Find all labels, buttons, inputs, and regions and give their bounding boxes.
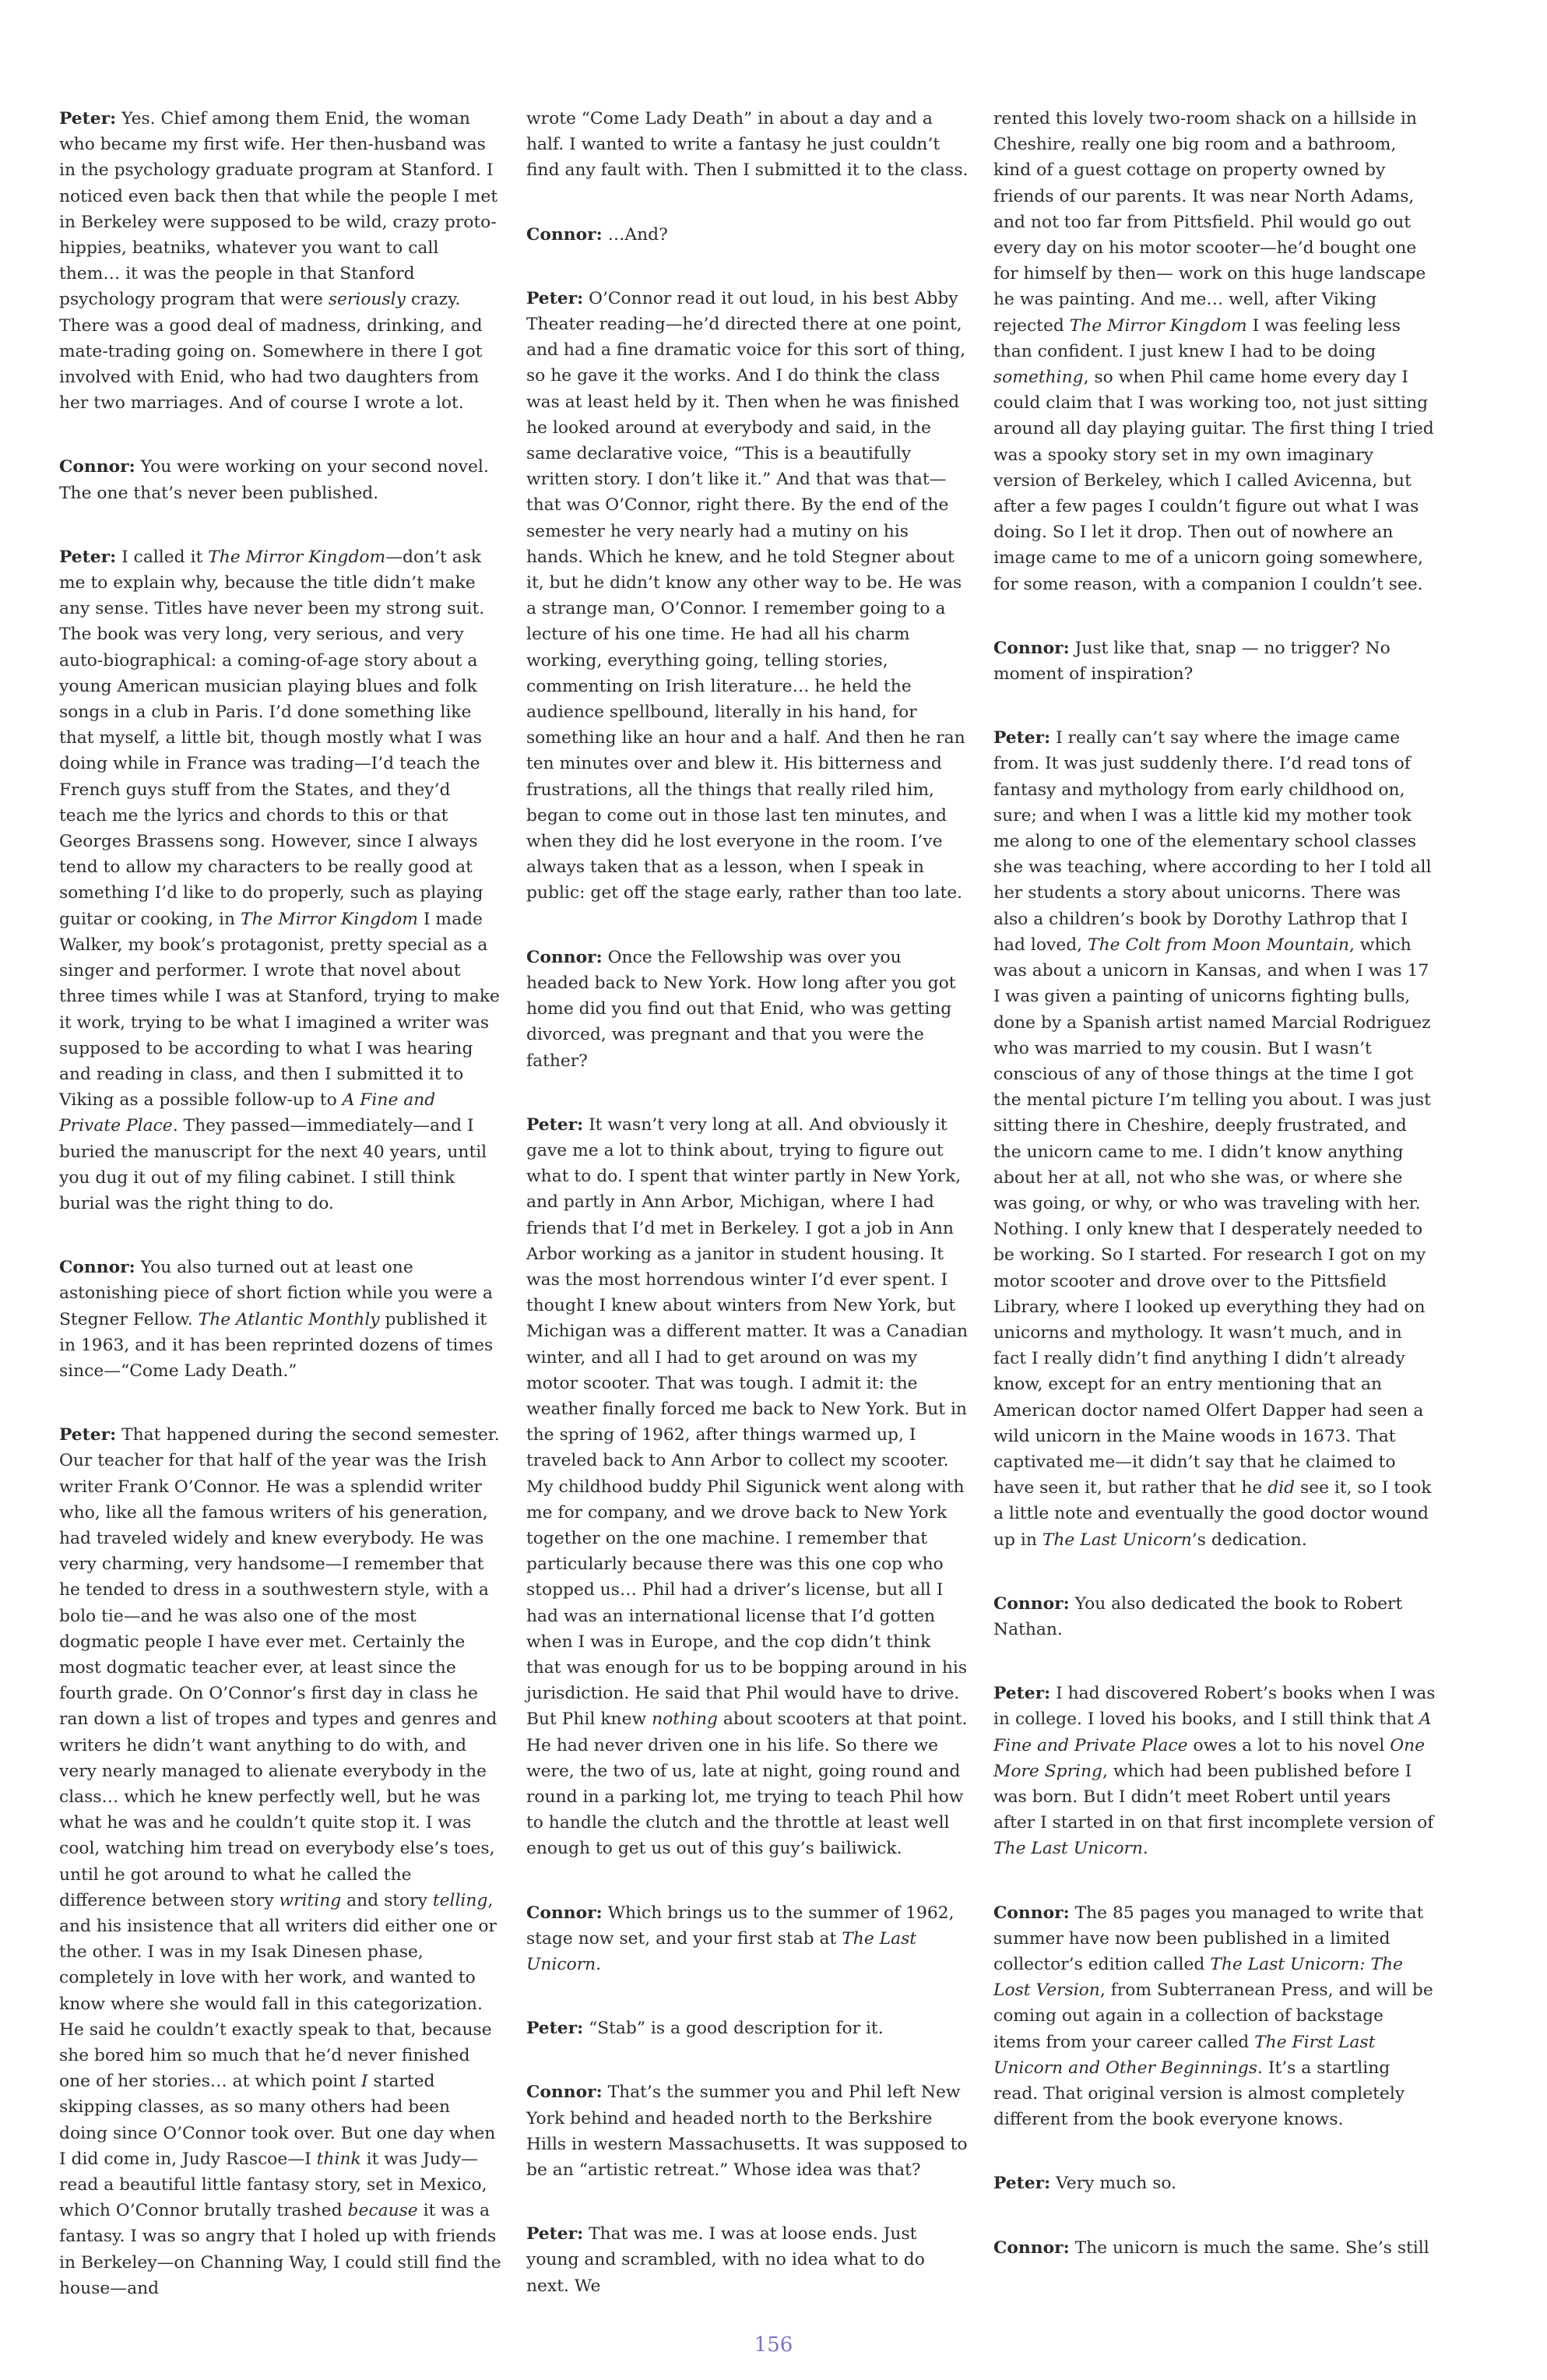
- italic-title: telling: [432, 1890, 488, 1910]
- paragraph-text: Once the Fellowship was over you headed back to New York. How long after you got home did you find out that Enid, who was getting divorced, was pregnant and that you were the father?: [526, 947, 956, 1071]
- paragraph-text: see it, so I took a little note and eventually the good doctor wound up in: [993, 1478, 1432, 1550]
- paragraph-text: I called it: [116, 547, 209, 567]
- paragraph-text: It wasn’t very long at all. And obviously it gave me a lot to think about, trying to figure out what to do. I spent that winter partly in New York, and partly in Ann Arbor, Michigan, where I had friends that I’d met in Berkeley. I got a job in Ann Arbor working as a janitor in student housing. It was the most horrendous winter I’d ever spent. I thought I knew about winters from New York, but Michigan was a different matter. It was a Canadian winter, and all I had to get around on was my motor scooter. That was tough. I admit it: the weather finally forced me back to New York. But in the spring of 1962, after things warmed up, I traveled back to Ann Arbor to collect my scooter. My childhood buddy Phil Sigunick went along with me for company, and we drove back to New York together on the one machine. I remember that particularly because there was this one cop who stopped us… Phil had a driver’s license, but all I had was an international license that I’d gotten when I was in Europe, and the cop didn’t think that was enough for us to be bopping around in his jurisdiction. He said that Phil would have to drive. But Phil knew: [526, 1114, 969, 1730]
- speaker-label: Connor:: [526, 2082, 603, 2103]
- paragraph-text: They passed—immediately—and I buried the manuscript for the next 40 years, until you dug it out of my filing cabinet. I still think burial was the right thing to do.: [59, 1116, 487, 1213]
- italic-title: The First Last Unicorn and Other Beginnings: [993, 2032, 1376, 2078]
- interview-paragraph: [59, 454, 501, 505]
- speaker-label: Connor:: [526, 1903, 603, 1923]
- italic-title: The Last Unicorn: [1042, 1530, 1192, 1550]
- speaker-label: Connor:: [993, 638, 1070, 658]
- interview-paragraph: [993, 1900, 1436, 2133]
- text-column-3: [993, 106, 1436, 2299]
- paragraph-text: That was me. I was at loose ends. Just young and scrambled, with no idea what to do next. We: [526, 2224, 925, 2296]
- interview-paragraph: [59, 1255, 501, 1384]
- paragraph-text: ’s dedication.: [1191, 1530, 1307, 1550]
- paragraph-text: Just like that, snap — no trigger? No moment of inspiration?: [993, 638, 1391, 685]
- paragraph-text: .: [1142, 1839, 1148, 1859]
- paragraph-text: The 85 pages you managed to write that summer have now been published in a limited collector’s edition called: [993, 1903, 1424, 1974]
- speaker-label: Peter:: [59, 547, 117, 567]
- speaker-label: Peter:: [59, 109, 117, 129]
- interview-paragraph: [993, 1681, 1436, 1861]
- speaker-label: Peter:: [526, 2224, 584, 2244]
- paragraph-text: You also dedicated the book to Robert Nathan.: [993, 1593, 1403, 1639]
- speaker-label: Peter:: [993, 2174, 1051, 2194]
- page-number: 156: [754, 2333, 793, 2357]
- paragraph-text: .: [596, 1955, 602, 1974]
- speaker-label: Peter:: [526, 2019, 584, 2039]
- interview-paragraph: [993, 106, 1436, 597]
- paragraph-text: it was Judy—read a beautiful little fantasy story, set in Mexico, which O’Connor brutally trashed: [59, 2149, 487, 2221]
- paragraph-text: wrote “Come Lady Death” in about a day and a half. I wanted to write a fantasy he just couldn’t find any fault with. Then I submitted it to the class.: [526, 109, 969, 181]
- paragraph-text: owes a lot to his novel: [1187, 1735, 1391, 1755]
- paragraph-text: Which brings us to the summer of 1962, stage now set, and your first stab at: [526, 1903, 955, 1949]
- paragraph-text: published it in 1963, and it has been reprinted dozens of times since—“Come Lady Death.”: [59, 1309, 494, 1381]
- paragraph-text: rented this lovely two-room shack on a hillside in Cheshire, really one big room and a bathroom, kind of a guest cottage on property owned by friends of our parents. It was near North Adams, and not too far from Pittsfield. Phil would go out every day on his motor scooter—he’d bought one for himself by then— work on this huge landscape he was painting. And me… well, after Viking rejected: [993, 109, 1426, 336]
- paragraph-text: That happened during the second semester. Our teacher for that half of the year was the Irish writer Frank O’Connor. He was a splendid writer who, like all the famous writers of his generation, had traveled widely and knew everybody. He was very charming, very handsome—I remember that he tended to dress in a southwestern style, with a bolo tie—and he was also one of the most dogmatic people I have ever met. Certainly the most dogmatic teacher ever, at least since the fourth grade. On O’Connor’s first day in class he ran down a list of tropes and types and genres and writers he didn’t want anything to do with, and very nearly managed to alienate everybody in the class… which he knew perfectly well, but he was what he was and he couldn’t quite stop it. I was cool, watching him tread on everybody else’s toes, until he got around to what he called the difference between story: [59, 1425, 500, 1910]
- paragraph-text: I had discovered Robert’s books when I was in college. I loved his books, and I still think that: [993, 1684, 1436, 1730]
- italic-title: think: [316, 2149, 361, 2169]
- paragraph-text: , which had been published before I was born. But I didn’t meet Robert until years after I started in on that first incomplete version of: [993, 1761, 1434, 1833]
- italic-title: writing: [279, 1890, 342, 1910]
- interview-paragraph: [526, 222, 969, 248]
- interview-paragraph: [993, 1591, 1436, 1642]
- italic-title: One More Spring: [993, 1735, 1426, 1781]
- italic-title: seriously: [328, 290, 406, 310]
- italic-title: because: [347, 2201, 418, 2221]
- interview-paragraph: [526, 2221, 969, 2299]
- speaker-label: Peter:: [993, 1684, 1051, 1704]
- italic-title: The Last Unicorn: [993, 1839, 1143, 1859]
- paragraph-text: , so when Phil came home every day I could claim that I was working too, not just sitting around all day playing guitar. The first thing I tried was a spooky story set in my own imaginary version of Berkeley, which I called Avicenna, but after a few pages I couldn’t figure out what I was doing. So I let it drop. Then out of nowhere an image came to me of a unicorn going somewhere, for some reason, with a companion I couldn’t see.: [993, 368, 1434, 594]
- italic-title: did: [1267, 1478, 1296, 1498]
- italic-title: The Mirror Kingdom: [208, 547, 386, 567]
- paragraph-text: crazy. There was a good deal of madness, drinking, and mate-trading going on. Somewhere in there I got involved with Enid, who had two daughters from her two marriages. And of course I wrote a lot.: [59, 290, 483, 414]
- interview-paragraph: [526, 106, 969, 184]
- paragraph-text: , from Subterranean Press, and will be coming out again in a collection of backstage items from your career called: [993, 1980, 1433, 2052]
- paragraph-text: I was feeling less than confident. I just knew I had to be doing: [993, 315, 1401, 361]
- speaker-label: Connor:: [993, 1593, 1070, 1614]
- italic-title: The Last Unicorn: The Lost Version: [993, 1955, 1403, 2001]
- paragraph-text: it was a fantasy. I was so angry that I holed up with friends in Berkeley—on Channing Way, I could still find the house—and: [59, 2201, 501, 2298]
- italic-title: The Mirror Kingdom: [1069, 315, 1247, 336]
- speaker-label: Connor:: [526, 947, 603, 967]
- paragraph-text: started skipping classes, as so many others had been doing since O’Connor took over. But one day when I did come in, Judy Rascoe—I: [59, 2072, 496, 2169]
- paragraph-text: . It’s a startling read. That original version is almost completely different from the book everyone knows.: [993, 2058, 1405, 2130]
- text-column-2: [526, 106, 969, 2337]
- paragraph-text: “Stab” is a good description for it.: [583, 2019, 884, 2039]
- speaker-label: Connor:: [59, 457, 135, 477]
- interview-paragraph: [526, 1900, 969, 1978]
- italic-title: The Last Unicorn: [526, 1928, 917, 1974]
- paragraph-text: The unicorn is much the same. She’s still: [1069, 2237, 1429, 2258]
- speaker-label: Peter:: [526, 288, 584, 308]
- interview-paragraph: [59, 544, 501, 1216]
- interview-paragraph: [526, 286, 969, 907]
- interview-paragraph: [526, 2016, 969, 2041]
- speaker-label: Peter:: [59, 1425, 117, 1445]
- paragraph-text: , which was about a unicorn in Kansas, and when I was 17 I was given a painting of unicorns fighting bulls, done by a Spanish artist named Marcial Rodriguez who was married to my cousin. But I wasn’t conscious of any of those things at the time I got the mental picture I’m telling you about. I was just sitting there in Cheshire, deeply frustrated, and the unicorn came to me. I didn’t know anything about her at all, not who she was, or where she was going, or why, or who was traveling with her. Nothing. I only knew that I desperately needed to be working. So I started. For research I got on my motor scooter and drove over to the Pittsfield Library, where I looked up everything they had on unicorns and mythology. It wasn’t much, and in fact I really didn’t find anything I didn’t already know, except for an entry mentioning that an American doctor named Olfert Dapper had seen a wild unicorn in the Maine woods in 1673. That captivated me—it didn’t say that he claimed to have seen it, but rather that he: [993, 935, 1431, 1498]
- italic-title: I: [360, 2072, 368, 2092]
- interview-paragraph: [993, 2171, 1436, 2196]
- paragraph-text: Very much so.: [1050, 2174, 1177, 2194]
- speaker-label: Connor:: [526, 224, 603, 245]
- paragraph-text: about scooters at that point. He had never driven one in his life. So there we were, the two of us, late at night, going round and round in a parking lot, me trying to teach Phil how to handle the clutch and the throttle at least well enough to get us out of this guy’s bailiwick.: [526, 1709, 968, 1859]
- italic-title: The Mirror Kingdom: [240, 909, 418, 929]
- text-column-1: [59, 106, 501, 2340]
- italic-title: A Fine and Private Place: [993, 1709, 1432, 1755]
- interview-paragraph: [59, 106, 501, 416]
- speaker-label: Connor:: [993, 2237, 1070, 2258]
- paragraph-text: That’s the summer you and Phil left New York behind and headed north to the Berkshire Hills in western Massachusetts. It was supposed to be an “artistic retreat.” Whose idea was that?: [526, 2082, 968, 2181]
- paragraph-text: I really can’t say where the image came from. It was just suddenly there. I’d read tons of fantasy and mythology from early childhood on, sure; and when I was a little kid my mother took me along to one of the elementary school classes she was teaching, where according to her I told all her students a story about unicorns. There was also a children’s book by Dorothy Lathrop that I had loved,: [993, 728, 1432, 955]
- italic-title: The Atlantic Monthly: [198, 1309, 380, 1329]
- interview-paragraph: [993, 725, 1436, 1553]
- speaker-label: Connor:: [59, 1258, 135, 1278]
- italic-title: The Colt from Moon Mountain: [1088, 935, 1349, 955]
- paragraph-text: and story: [341, 1890, 433, 1910]
- italic-title: something: [993, 368, 1084, 388]
- speaker-label: Connor:: [993, 1903, 1070, 1923]
- interview-paragraph: [526, 1112, 969, 1862]
- interview-paragraph: [59, 1422, 501, 2301]
- paragraph-text: You also turned out at least one astonishing piece of short fiction while you were a Stegner Fellow.: [59, 1258, 493, 1329]
- paragraph-text: —don’t ask me to explain why, because the title didn’t make any sense. Titles have never been my strong suit. The book was very long, very serious, and very auto-biographical: a coming-of-age story about a young American musician playing blues and folk songs in a club in Paris. I’d done something like that myself, a little bit, though mostly what I was doing while in France was trading—I’d teach the French guys stuff from the States, and they’d teach me the lyrics and chords to this or that Georges Brassens song. However, since I always tend to allow my characters to be really good at something I’d like to do properly, such as playing guitar or cooking, in: [59, 547, 485, 929]
- paragraph-text: I made Walker, my book’s protagonist, pretty special as a singer and performer. I wrote that novel about three times while I was at Stanford, trying to make it work, trying to be what I imagined a writer was supposed to be according to what I was hearing and reading in class, and then I submitted it to Viking as a possible follow-up to: [59, 909, 500, 1111]
- speaker-label: Peter:: [993, 728, 1051, 748]
- interview-paragraph: [526, 945, 969, 1074]
- speaker-label: Peter:: [526, 1114, 584, 1135]
- paragraph-text: …And?: [602, 224, 668, 245]
- italic-title: nothing: [652, 1709, 718, 1730]
- paragraph-text: O’Connor read it out loud, in his best Abby Theater reading—he’d directed there at one point, and had a fine dramatic voice for this sort of thing, so he gave it the works. And I do think the class was at least held by it. Then when he was finished he looked around at everybody and said, in the same declarative voice, “This is a beautifully written story. I don’t like it.” And that was that—that was O’Connor, right there. By the end of the semester he very nearly had a mutiny on his hands. Which he knew, and he told Stegner about it, but he didn’t know any other way to be. He was a strange man, O’Connor. I remember going to a lecture of his one time. He had all his charm working, everything going, telling stories, commenting on Irish literature… he held the audience spellbound, literally in his hand, for something like an hour and a half. And then he ran ten minutes over and blew it. His bitterness and frustrations, all the things that really riled him, began to come out in those last ten minutes, and when they did he lost everyone in the room. I’ve always taken that as a lesson, when I speak in public: get off the stage early, rather than too late.: [526, 288, 966, 903]
- paragraph-text: , and his insistence that all writers did either one or the other. I was in my Isak Dinesen phase, completely in love with her work, and wanted to know where she would fall in this categorization. He said he couldn’t exactly speak to that, because she bored him so much that he’d never finished one of her stories… at which point: [59, 1890, 497, 2092]
- paragraph-text: Yes. Chief among them Enid, the woman who became my first wife. Her then-husband was in the psychology graduate program at Stanford. I noticed even back then that while the people I met in Berkeley were supposed to be wild, crazy proto-hippies, beatniks, whatever you want to call them… it was the people in that Stanford psychology program that were: [59, 109, 498, 310]
- paragraph-text: You were working on your second novel. The one that’s never been published.: [59, 457, 489, 503]
- interview-paragraph: [526, 2079, 969, 2183]
- interview-paragraph: [993, 635, 1436, 687]
- interview-paragraph: [993, 2235, 1436, 2261]
- italic-title: A Fine and Private Place.: [59, 1090, 436, 1136]
